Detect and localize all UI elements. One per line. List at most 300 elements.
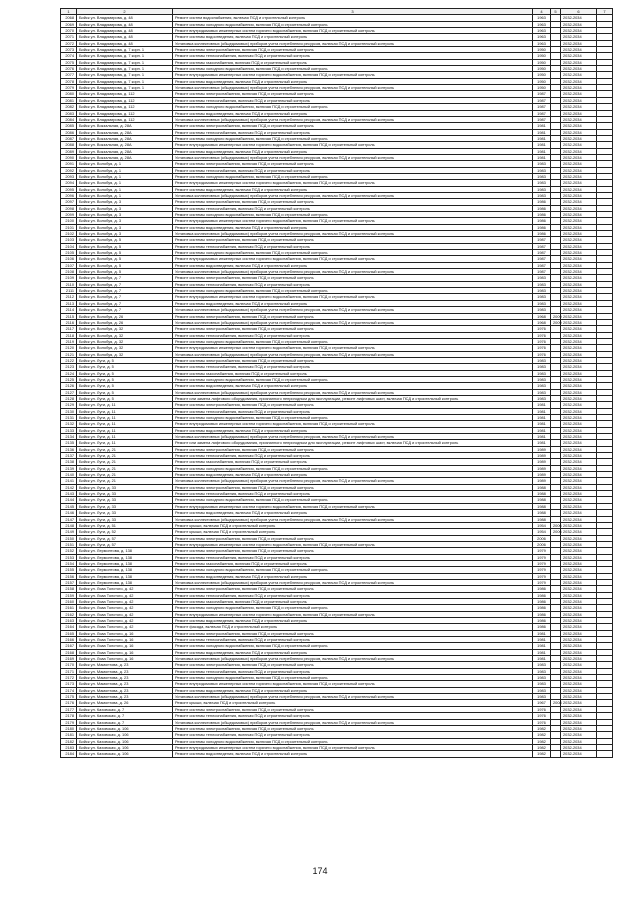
table-cell-col-2: Бийск ул. Волобуя, д. 5 [77, 237, 173, 243]
table-cell-col-4: 1967 [533, 700, 551, 706]
table-cell-col-2: Бийск ул. Волобуя, д. 1 [77, 161, 173, 167]
table-cell-col-1: 2086 [61, 129, 77, 135]
table-cell-col-1: 2070 [61, 28, 77, 34]
table-cell-col-1: 2136 [61, 446, 77, 452]
table-cell-col-3: Ремонт системы электроснабжения, включая ПСД и строительный контроль [173, 199, 533, 205]
table-cell-col-6: 2032-2034 [561, 237, 597, 243]
table-cell-col-4: 1983 [533, 376, 551, 382]
table-cell-col-6: 2032-2034 [561, 97, 597, 103]
table-cell-col-4: 1982 [533, 744, 551, 750]
table-cell-col-1: 2112 [61, 294, 77, 300]
table-cell-col-3: Ремонт внутридомовых инженерных систем горячего водоснабжения, включая ПСД и строительный контроль [173, 681, 533, 687]
table-cell-col-6: 2032-2034 [561, 700, 597, 706]
table-cell-col-2: Бийск ул. Каховская, д. 106 [77, 732, 173, 738]
table-cell-col-6: 2032-2034 [561, 243, 597, 249]
header-col-3: 3 [173, 9, 533, 15]
table-cell-col-3: Ремонт системы теплоснабжения, включая ПСД и строительный контроль [173, 97, 533, 103]
table-cell-col-2: Бийск ул. Вокзальная, д. 28А [77, 129, 173, 135]
header-col-5: 5 [551, 9, 561, 15]
table-cell-col-4: 1982 [533, 732, 551, 738]
table-cell-col-2: Бийск ул. Волобуя, д. 5 [77, 243, 173, 249]
table-cell-col-3: Ремонт внутридомовых инженерных систем горячего водоснабжения, включая ПСД и строительный контроль [173, 218, 533, 224]
table-cell-col-6: 2032-2034 [561, 110, 597, 116]
table-cell-col-1: 2101 [61, 224, 77, 230]
table-cell-col-1: 2127 [61, 389, 77, 395]
table-cell-col-6: 2032-2034 [561, 554, 597, 560]
table-cell-col-3: Ремонт системы газоснабжения, включая ПСД и строительный контроль [173, 459, 533, 465]
table-cell-col-2: Бийск ул. Льва Толстого, д. 42 [77, 598, 173, 604]
table-cell-col-4: 1983 [533, 357, 551, 363]
table-cell-col-2: Бийск ул. Луги, д. 11 [77, 415, 173, 421]
table-cell-col-6: 2032-2034 [561, 307, 597, 313]
table-cell-col-1: 2153 [61, 554, 77, 560]
table-cell-col-1: 2088 [61, 142, 77, 148]
table-cell-col-3: Ремонт внутридомовых инженерных систем горячего водоснабжения, включая ПСД и строительный контроль [173, 345, 533, 351]
table-cell-col-4: 1981 [533, 135, 551, 141]
table-cell-col-1: 2149 [61, 529, 77, 535]
table-cell-col-3: Ремонт системы газоснабжения, включая ПСД и строительный контроль [173, 560, 533, 566]
table-cell-col-2: Бийск ул. Луги, д. 51 [77, 522, 173, 528]
table-cell-col-2: Бийск ул. Владимирова, д. 48 [77, 40, 173, 46]
table-cell-col-1: 2077 [61, 72, 77, 78]
table-cell-col-3: Ремонт системы водоотведения, включая ПСД и строительный контроль [173, 751, 533, 757]
table-cell-col-1: 2068 [61, 15, 77, 21]
table-cell-col-2: Бийск ул. Волобуя, д. 1 [77, 173, 173, 179]
table-cell-col-4: 1968 [533, 319, 551, 325]
table-cell-col-6: 2032-2034 [561, 541, 597, 547]
table-cell-col-1: 2085 [61, 123, 77, 129]
table-cell-col-3: Ремонт системы теплоснабжения, включая ПСД и строительный контроль [173, 364, 533, 370]
table-cell-col-3: Ремонт системы теплоснабжения, включая ПСД и строительный контроль [173, 205, 533, 211]
table-cell-col-4: 1983 [533, 694, 551, 700]
table-cell-col-5 [551, 751, 561, 757]
table-cell-col-3: Ремонт системы электроснабжения, включая ПСД и строительный контроль [173, 662, 533, 668]
table-cell-col-3: Ремонт системы газоснабжения, включая ПСД и строительный контроль [173, 59, 533, 65]
table-cell-col-2: Бийск ул. Каховская, д. 7 [77, 706, 173, 712]
table-cell-col-6: 2032-2034 [561, 687, 597, 693]
table-cell-col-2: Бийск ул. Волобуя, д. 1 [77, 167, 173, 173]
table-cell-col-4: 1988 [533, 516, 551, 522]
table-cell-col-6: 2032-2034 [561, 180, 597, 186]
table-cell-col-6: 2032-2034 [561, 205, 597, 211]
table-cell-col-3: Ремонт внутридомовых инженерных систем горячего водоснабжения, включая ПСД и строительный контроль [173, 256, 533, 262]
table-cell-col-3: Ремонт системы холодного водоснабжения, включая ПСД и строительный контроль [173, 605, 533, 611]
table-cell-col-3: Установка коллективных (общедомовых) приборов учета потребления ресурсов, включая ПСД и строительный контроль [173, 719, 533, 725]
schedule-table-container [60, 8, 612, 758]
table-cell-col-3: Ремонт системы водоотведения, включая ПСД и строительный контроль [173, 573, 533, 579]
table-cell-col-3: Ремонт системы холодного водоснабжения, включая ПСД и строительный контроль [173, 173, 533, 179]
table-cell-col-2: Бийск ул. Волобуя, д. 3 [77, 212, 173, 218]
table-cell-col-4: 1983 [533, 288, 551, 294]
table-cell-col-4: 1986 [533, 231, 551, 237]
table-cell-col-2: Бийск ул. Луги, д. 33 [77, 516, 173, 522]
table-cell-col-2: Бийск ул. Каховская, д. 7 [77, 713, 173, 719]
table-cell-col-4: 1979 [533, 579, 551, 585]
table-cell-col-2: Бийск ул. Волобуя, д. 7 [77, 300, 173, 306]
table-cell-col-1: 2155 [61, 567, 77, 573]
table-cell-col-4: 1987 [533, 110, 551, 116]
table-cell-col-2: Бийск ул. Луги, д. 11 [77, 402, 173, 408]
table-cell-col-4: 1981 [533, 408, 551, 414]
table-cell-col-1: 2132 [61, 421, 77, 427]
table-cell-col-2: Бийск ул. Волобуя, д. 5 [77, 269, 173, 275]
table-cell-col-6: 2032-2034 [561, 586, 597, 592]
table-cell-col-4: 1986 [533, 624, 551, 630]
table-cell-col-6: 2032-2034 [561, 611, 597, 617]
table-cell-col-4: 1976 [533, 719, 551, 725]
table-cell-col-3: Ремонт внутридомовых инженерных систем горячего водоснабжения, включая ПСД и строительный контроль [173, 142, 533, 148]
table-cell-col-3: Ремонт системы теплоснабжения, включая ПСД и строительный контроль [173, 732, 533, 738]
table-cell-col-1: 2096 [61, 192, 77, 198]
table-cell-col-3: Ремонт системы водоотведения, включая ПСД и строительный контроль [173, 34, 533, 40]
table-cell-col-1: 2170 [61, 662, 77, 668]
table-cell-col-2: Бийск ул. Волобуя, д. 3 [77, 205, 173, 211]
table-cell-col-6: 2032-2034 [561, 522, 597, 528]
table-cell-col-4: 1976 [533, 713, 551, 719]
table-cell-col-2: Бийск ул. Мамонтова, д. 23 [77, 662, 173, 668]
table-cell-col-1: 2175 [61, 694, 77, 700]
table-cell-col-2: Бийск ул. Луги, д. 33 [77, 503, 173, 509]
table-cell-col-2: Бийск ул. Волобуя, д. 32 [77, 326, 173, 332]
table-cell-col-4: 1963 [533, 21, 551, 27]
table-cell-col-3: Установка коллективных (общедомовых) приборов учета потребления ресурсов, включая ПСД и строительный контроль [173, 656, 533, 662]
table-cell-col-1: 2167 [61, 643, 77, 649]
table-cell-col-2: Бийск ул. Вокзальная, д. 28А [77, 154, 173, 160]
table-cell-col-6: 2032-2034 [561, 154, 597, 160]
table-cell-col-6: 2032-2034 [561, 744, 597, 750]
table-cell-col-6: 2032-2034 [561, 53, 597, 59]
table-cell-col-4: 1981 [533, 148, 551, 154]
table-cell-col-4: 1986 [533, 586, 551, 592]
table-cell-col-6: 2032-2034 [561, 408, 597, 414]
table-cell-col-2: Бийск ул. Луги, д. 33 [77, 491, 173, 497]
table-cell-col-6: 2032-2034 [561, 148, 597, 154]
table-cell-col-3: Ремонт системы холодного водоснабжения, включая ПСД и строительный контроль [173, 250, 533, 256]
table-cell-col-6: 2032-2034 [561, 497, 597, 503]
table-cell-col-2: Бийск ул. Каховская, д. 106 [77, 738, 173, 744]
table-cell-col-2: Бийск ул. Луги, д. 11 [77, 434, 173, 440]
table-cell-col-2: Бийск ул. Каховская, д. 106 [77, 751, 173, 757]
table-cell-col-4: 1983 [533, 167, 551, 173]
table-cell-col-6: 2032-2034 [561, 675, 597, 681]
table-cell-col-4: 1950 [533, 47, 551, 53]
table-cell-col-6: 2032-2034 [561, 345, 597, 351]
table-cell-col-1: 2157 [61, 579, 77, 585]
table-cell-col-2: Бийск ул. Льва Толстого, д. 16 [77, 637, 173, 643]
table-cell-col-3: Ремонт системы холодного водоснабжения, включая ПСД и строительный контроль [173, 104, 533, 110]
table-cell-col-6: 2032-2034 [561, 662, 597, 668]
table-cell-col-6: 2032-2034 [561, 351, 597, 357]
table-cell-col-4: 1954 [533, 522, 551, 528]
table-cell-col-1: 2133 [61, 427, 77, 433]
table-cell-col-4: 1983 [533, 675, 551, 681]
table-cell-col-3: Ремонт системы водоотведения, включая ПСД и строительный контроль [173, 510, 533, 516]
table-cell-col-2: Бийск ул. Лермонтова, д. 138 [77, 579, 173, 585]
table-cell-col-3: Ремонт системы холодного водоснабжения, включая ПСД и строительный контроль [173, 21, 533, 27]
table-cell-col-4: 1988 [533, 503, 551, 509]
table-cell-col-3: Ремонт системы холодного водоснабжения, включая ПСД и строительный контроль [173, 497, 533, 503]
table-cell-col-4: 1988 [533, 484, 551, 490]
table-cell-col-1: 2165 [61, 630, 77, 636]
table-cell-col-2: Бийск ул. Владимирова, д. 7 корп. 1 [77, 53, 173, 59]
table-cell-col-1: 2164 [61, 624, 77, 630]
table-cell-col-6: 2032-2034 [561, 376, 597, 382]
table-cell-col-3: Ремонт системы газоснабжения, включая ПСД и строительный контроль [173, 370, 533, 376]
table-cell-col-4: 1976 [533, 338, 551, 344]
table-cell-col-3: Ремонт системы водоотведения, включая ПСД и строительный контроль [173, 186, 533, 192]
table-cell-col-6: 2032-2034 [561, 453, 597, 459]
table-cell-col-4: 1986 [533, 224, 551, 230]
table-cell-col-4: 1979 [533, 560, 551, 566]
table-cell-col-4: 1981 [533, 421, 551, 427]
table-cell-col-2: Бийск ул. Волобуя, д. 7 [77, 275, 173, 281]
table-cell-col-6: 2032-2034 [561, 59, 597, 65]
table-cell-col-4: 1981 [533, 637, 551, 643]
table-cell-col-2: Бийск ул. Льва Толстого, д. 42 [77, 624, 173, 630]
table-cell-col-3: Ремонт системы водоотведения, включая ПСД и строительный контроль [173, 262, 533, 268]
table-cell-col-6: 2032-2034 [561, 529, 597, 535]
table-cell-col-2: Бийск ул. Лермонтова, д. 138 [77, 573, 173, 579]
table-cell-col-2: Бийск ул. Мамонтова, д. 26 [77, 700, 173, 706]
table-cell-col-1: 2169 [61, 656, 77, 662]
header-col-7: 7 [597, 9, 613, 15]
table-cell-col-4: 1989 [533, 472, 551, 478]
table-cell-col-1: 2172 [61, 675, 77, 681]
table-cell-col-5: 2009 [551, 319, 561, 325]
table-cell-col-1: 2161 [61, 605, 77, 611]
table-cell-col-2: Бийск ул. Луги, д. 57 [77, 535, 173, 541]
table-cell-col-1: 2115 [61, 313, 77, 319]
table-cell-col-6: 2032-2034 [561, 421, 597, 427]
table-cell-col-6: 2032-2034 [561, 713, 597, 719]
table-cell-col-4: 1988 [533, 510, 551, 516]
table-cell-col-6: 2032-2034 [561, 313, 597, 319]
table-cell-col-6: 2032-2034 [561, 402, 597, 408]
table-cell-col-1: 2144 [61, 497, 77, 503]
table-cell-col-2: Бийск ул. Луги, д. 33 [77, 510, 173, 516]
table-cell-col-2: Бийск ул. Луги, д. 33 [77, 497, 173, 503]
table-cell-col-3: Ремонт системы электроснабжения, включая ПСД и строительный контроль [173, 706, 533, 712]
table-cell-col-1: 2180 [61, 725, 77, 731]
table-cell-col-6: 2032-2034 [561, 491, 597, 497]
table-cell-col-6: 2032-2034 [561, 516, 597, 522]
table-cell-col-2: Бийск ул. Владимирова, д. 48 [77, 28, 173, 34]
table-cell-col-1: 2123 [61, 364, 77, 370]
table-cell-col-3: Ремонт системы холодного водоснабжения, включая ПСД и строительный контроль [173, 643, 533, 649]
table-cell-col-4: 1986 [533, 592, 551, 598]
table-cell-col-3: Ремонт системы холодного водоснабжения, включая ПСД и строительный контроль [173, 567, 533, 573]
table-cell-col-3: Ремонт системы электроснабжения, включая ПСД и строительный контроль [173, 47, 533, 53]
table-cell-col-3: Ремонт системы холодного водоснабжения, включая ПСД и строительный контроль [173, 135, 533, 141]
table-cell-col-2: Бийск ул. Льва Толстого, д. 16 [77, 649, 173, 655]
table-cell-col-3: Установка коллективных (общедомовых) приборов учета потребления ресурсов, включая ПСД и строительный контроль [173, 116, 533, 122]
table-cell-col-1: 2095 [61, 186, 77, 192]
table-cell-col-1: 2090 [61, 154, 77, 160]
table-cell-col-2: Бийск ул. Волобуя, д. 7 [77, 281, 173, 287]
table-cell-col-4: 2006 [533, 541, 551, 547]
table-cell-col-4: 1976 [533, 351, 551, 357]
table-cell-col-3: Установка коллективных (общедомовых) приборов учета потребления ресурсов, включая ПСД и строительный контроль [173, 40, 533, 46]
table-cell-col-3: Ремонт системы электроснабжения, включая ПСД и строительный контроль [173, 123, 533, 129]
table-cell-col-3: Ремонт системы холодного водоснабжения, включая ПСД и строительный контроль [173, 66, 533, 72]
table-cell-col-4: 1963 [533, 34, 551, 40]
table-cell-col-1: 2168 [61, 649, 77, 655]
table-cell-col-6: 2032-2034 [561, 446, 597, 452]
table-cell-col-1: 2092 [61, 167, 77, 173]
table-cell-col-6: 2032-2034 [561, 300, 597, 306]
table-cell-col-4: 1986 [533, 199, 551, 205]
table-cell-col-6: 2032-2034 [561, 142, 597, 148]
table-cell-col-1: 2120 [61, 345, 77, 351]
table-cell-col-1: 2117 [61, 326, 77, 332]
table-cell-col-1: 2081 [61, 97, 77, 103]
table-cell-col-6: 2032-2034 [561, 91, 597, 97]
table-cell-col-6: 2032-2034 [561, 218, 597, 224]
table-cell-col-2: Бийск ул. Луги, д. 5 [77, 370, 173, 376]
table-cell-col-6: 2032-2034 [561, 440, 597, 446]
table-cell-col-3: Ремонт системы теплоснабжения, включая ПСД и строительный контроль [173, 491, 533, 497]
table-cell-col-2: Бийск ул. Луги, д. 5 [77, 357, 173, 363]
table-cell-col-2: Бийск ул. Каховская, д. 106 [77, 744, 173, 750]
table-cell-col-1: 2147 [61, 516, 77, 522]
table-cell-col-3: Ремонт системы водоотведения, включая ПСД и строительный контроль [173, 618, 533, 624]
table-cell-col-6: 2032-2034 [561, 605, 597, 611]
table-cell-col-3: Ремонт системы водоотведения, включая ПСД и строительный контроль [173, 649, 533, 655]
table-cell-col-2: Бийск ул. Владимирова, д. 48 [77, 21, 173, 27]
table-cell-col-2: Бийск ул. Волобуя, д. 7 [77, 294, 173, 300]
table-cell-col-1: 2184 [61, 751, 77, 757]
table-cell-col-3: Ремонт внутридомовых инженерных систем горячего водоснабжения, включая ПСД и строительный контроль [173, 180, 533, 186]
table-cell-col-4: 1981 [533, 649, 551, 655]
table-cell-col-2: Бийск ул. Лермонтова, д. 138 [77, 554, 173, 560]
table-cell-col-4: 1983 [533, 668, 551, 674]
table-cell-col-3: Ремонт системы водоотведения, включая ПСД и строительный контроль [173, 148, 533, 154]
table-cell-col-2: Бийск ул. Льва Толстого, д. 42 [77, 592, 173, 598]
table-cell-col-1: 2163 [61, 618, 77, 624]
table-cell-col-2: Бийск ул. Луги, д. 5 [77, 376, 173, 382]
table-cell-col-6: 2032-2034 [561, 751, 597, 757]
table-cell-col-2: Бийск ул. Каховская, д. 7 [77, 719, 173, 725]
table-cell-col-3: Установка коллективных (общедомовых) приборов учета потребления ресурсов, включая ПСД и строительный контроль [173, 579, 533, 585]
table-cell-col-2: Бийск ул. Лермонтова, д. 138 [77, 560, 173, 566]
table-cell-col-3: Ремонт системы теплоснабжения, включая ПСД и строительный контроль [173, 129, 533, 135]
table-cell-col-6: 2032-2034 [561, 269, 597, 275]
table-cell-col-6: 2032-2034 [561, 395, 597, 401]
table-cell-col-6: 2032-2034 [561, 681, 597, 687]
table-cell-col-4: 1983 [533, 186, 551, 192]
table-cell-col-3: Ремонт фасада, включая ПСД и строительный контроль [173, 624, 533, 630]
table-cell-col-6: 2032-2034 [561, 706, 597, 712]
table-cell-col-4: 1963 [533, 15, 551, 21]
table-cell-col-1: 2091 [61, 161, 77, 167]
table-cell-col-4: 2006 [533, 535, 551, 541]
table-cell-col-6: 2032-2034 [561, 34, 597, 40]
table-cell-col-2: Бийск ул. Вокзальная, д. 28А [77, 135, 173, 141]
table-cell-col-2: Бийск ул. Волобуя, д. 26 [77, 319, 173, 325]
table-cell-col-4: 1987 [533, 104, 551, 110]
table-cell-col-3: Ремонт системы электроснабжения, включая ПСД и строительный контроль [173, 326, 533, 332]
table-cell-col-6: 2032-2034 [561, 560, 597, 566]
table-cell-col-4: 1954 [533, 529, 551, 535]
table-cell-col-1: 2069 [61, 21, 77, 27]
table-cell-col-3: Установка коллективных (общедомовых) приборов учета потребления ресурсов, включая ПСД и строительный контроль [173, 154, 533, 160]
table-cell-col-1: 2137 [61, 453, 77, 459]
table-cell-col-2: Бийск ул. Волобуя, д. 26 [77, 313, 173, 319]
table-body [61, 15, 613, 757]
table-cell-col-1: 2084 [61, 116, 77, 122]
table-cell-col-4: 1987 [533, 237, 551, 243]
table-cell-col-2: Бийск ул. Луги, д. 21 [77, 459, 173, 465]
table-cell-col-1: 2154 [61, 560, 77, 566]
table-cell-col-3: Ремонт системы теплоснабжения, включая ПСД и строительный контроль [173, 668, 533, 674]
table-cell-col-2: Бийск ул. Владимирова, д. 112 [77, 97, 173, 103]
table-cell-col-2: Бийск ул. Владимирова, д. 7 корп. 1 [77, 78, 173, 84]
table-cell-col-1: 2109 [61, 275, 77, 281]
table-cell-col-1: 2083 [61, 110, 77, 116]
table-cell-col-1: 2094 [61, 180, 77, 186]
table-cell-col-1: 2171 [61, 668, 77, 674]
table-cell-col-3: Ремонт системы электроснабжения, включая ПСД и строительный контроль [173, 275, 533, 281]
table-cell-col-2: Бийск ул. Волобуя, д. 1 [77, 180, 173, 186]
table-cell-col-4: 1986 [533, 618, 551, 624]
table-cell-col-7 [597, 751, 613, 757]
table-cell-col-6: 2032-2034 [561, 643, 597, 649]
table-cell-col-6: 2032-2034 [561, 173, 597, 179]
table-cell-col-3: Ремонт системы электроснабжения, включая ПСД и строительный контроль [173, 161, 533, 167]
table-cell-col-3: Ремонт системы холодного водоснабжения, включая ПСД и строительный контроль [173, 465, 533, 471]
table-cell-col-6: 2032-2034 [561, 256, 597, 262]
table-cell-col-2: Бийск ул. Владимирова, д. 112 [77, 91, 173, 97]
table-cell-col-6: 2032-2034 [561, 656, 597, 662]
table-cell-col-6: 2032-2034 [561, 192, 597, 198]
table-cell-col-1: 2159 [61, 592, 77, 598]
table-cell-col-4: 1979 [533, 573, 551, 579]
table-cell-col-1: 2124 [61, 370, 77, 376]
table-cell-col-1: 2160 [61, 598, 77, 604]
table-cell-col-3: Ремонт системы холодного водоснабжения, включая ПСД и строительный контроль [173, 675, 533, 681]
table-cell-col-2: Бийск ул. Волобуя, д. 5 [77, 256, 173, 262]
table-cell-col-1: 2102 [61, 231, 77, 237]
table-cell-col-3: Ремонт внутридомовых инженерных систем горячего водоснабжения, включая ПСД и строительный контроль [173, 294, 533, 300]
table-cell-col-3: Ремонт системы теплоснабжения, включая ПСД и строительный контроль [173, 637, 533, 643]
table-cell-col-3: Ремонт внутридомовых инженерных систем горячего водоснабжения, включая ПСД и строительный контроль [173, 421, 533, 427]
table-cell-col-3: Ремонт внутридомовых инженерных систем горячего водоснабжения, включая ПСД и строительный контроль [173, 503, 533, 509]
table-cell-col-3: Ремонт системы электроснабжения, включая ПСД и строительный контроль [173, 484, 533, 490]
table-cell-col-4: 1982 [533, 725, 551, 731]
table-cell-col-2: Бийск ул. Волобуя, д. 7 [77, 288, 173, 294]
table-cell-col-1: 2141 [61, 478, 77, 484]
table-cell-col-4: 1981 [533, 123, 551, 129]
table-cell-col-6: 2032-2034 [561, 732, 597, 738]
table-cell-col-1: 2179 [61, 719, 77, 725]
table-cell-col-3: Ремонт системы теплоснабжения, включая ПСД и строительный контроль [173, 408, 533, 414]
table-cell-col-4: 1976 [533, 345, 551, 351]
table-cell-col-1: 2125 [61, 376, 77, 382]
table-cell-col-6: 2032-2034 [561, 668, 597, 674]
table-cell-col-4: 1981 [533, 427, 551, 433]
header-col-2: 2 [77, 9, 173, 15]
table-cell-col-6: 2032-2034 [561, 637, 597, 643]
table-cell-col-6: 2032-2034 [561, 567, 597, 573]
table-cell-col-6: 2032-2034 [561, 472, 597, 478]
table-cell-col-2: Бийск ул. Владимирова, д. 48 [77, 34, 173, 40]
table-cell-col-6: 2032-2034 [561, 66, 597, 72]
table-cell-col-6: 2032-2034 [561, 72, 597, 78]
table-cell-col-3: Установка коллективных (общедомовых) приборов учета потребления ресурсов, включая ПСД и строительный контроль [173, 192, 533, 198]
table-cell-col-6: 2032-2034 [561, 427, 597, 433]
table-cell-col-4: 1982 [533, 738, 551, 744]
table-cell-col-3: Ремонт системы водоотведения, включая ПСД и строительный контроль [173, 472, 533, 478]
